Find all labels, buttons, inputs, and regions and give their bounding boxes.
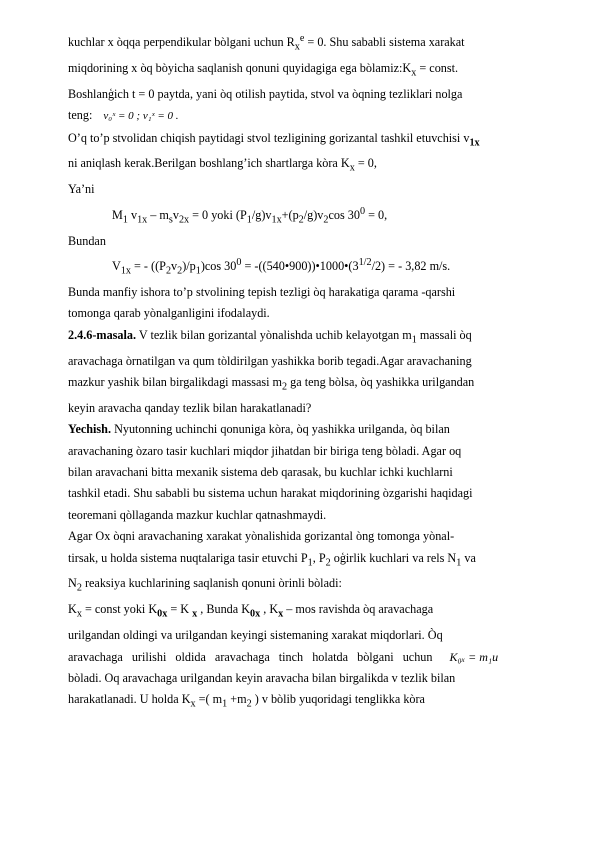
text: ) v bòlib yuqoridagi tenglikka kòra — [251, 692, 425, 707]
text: M — [112, 207, 123, 222]
paragraph-line — [68, 483, 546, 504]
subscript: 2 — [325, 557, 331, 569]
text: v — [127, 207, 138, 222]
subscript: 2 — [298, 214, 304, 226]
text: /g)v — [251, 207, 272, 222]
subscript: 2 — [323, 214, 329, 226]
subscript: x — [294, 41, 300, 53]
superscript: 1/2 — [358, 256, 372, 268]
paragraph-line — [68, 325, 546, 351]
equation-line — [68, 201, 546, 231]
text: aravachaga urilishi oldida aravachaga tinch holatda bòlgani uchun — [68, 649, 433, 664]
text: tomonga qarab yònalganligini ifodalaydi. — [68, 306, 270, 321]
text: Ya’ni — [68, 182, 95, 197]
text: Nyutonning uchinchi qonuniga kòra, òq yashikka urilganda, òq bilan — [114, 422, 450, 437]
paragraph-line — [68, 505, 546, 526]
text: urilgandan oldingi va urilgandan keyingi sistemaning xarakat miqdorlari. Òq — [68, 628, 443, 643]
subscript: x — [190, 698, 196, 710]
paragraph-line — [68, 303, 546, 324]
subscript: 1x — [120, 265, 131, 277]
paragraph-line — [68, 668, 546, 689]
text: = const yoki K — [81, 602, 158, 617]
text: massali òq — [416, 327, 472, 342]
text: harakatlanadi. U holda K — [68, 692, 191, 707]
text: Bunda manfiy ishora to’p stvolining tepish tezligi òq harakatiga qarama -qarshi — [68, 284, 456, 299]
subscript: x — [192, 608, 198, 620]
paragraph-line — [68, 153, 546, 179]
text: oģirlik kuchlari va rels N — [330, 550, 457, 565]
subscript: 1x — [137, 214, 148, 226]
text: )cos 30 — [200, 259, 237, 274]
paragraph-line — [68, 351, 546, 372]
text: = 0, — [354, 156, 377, 171]
text: – m — [147, 207, 169, 222]
subscript: 1x — [469, 137, 480, 148]
paragraph-line — [68, 282, 546, 303]
subscript: 1x — [271, 214, 282, 226]
text: reaksiya kuchlarining saqlanish qonuni òrinli bòladi: — [81, 576, 342, 591]
text: bilan aravachani bitta mexanik sistema deb qarasak, bu kuchlar ichki kuchlarni — [68, 465, 453, 479]
text: cos 30 — [328, 207, 360, 222]
text: )/p — [182, 259, 196, 274]
paragraph-line — [68, 548, 546, 574]
text: teoremani qòllaganda mazkur kuchlar qatnashmaydi. — [68, 507, 327, 522]
text: tirsak, u holda sistema nuqtalariga tasir etuvchi P — [68, 550, 308, 565]
subscript: 0x — [250, 608, 261, 620]
paragraph-line — [68, 689, 546, 715]
text: = -((540•900))•1000•(3 — [241, 259, 359, 274]
subscript: 1 — [122, 214, 128, 226]
superscript: 0 — [359, 205, 366, 217]
text: aravachaning òzaro tasir kuchlari miqdor jihatdan bir biriga teng bòladi. Agar oq — [68, 443, 462, 458]
subscript: x — [411, 67, 417, 79]
text: , P — [312, 550, 326, 565]
text: O’q to’p stvolidan chiqish paytidagi stvol tezligining gorizantal tashkil etuvchisi v — [68, 130, 470, 145]
text: tashkil etadi. Shu sababli bu sistema uchun harakat miqdorining òzgarishi haqidagi — [68, 486, 473, 501]
subscript: 1 — [195, 265, 201, 277]
document-page — [68, 28, 546, 715]
paragraph-line — [68, 398, 546, 419]
formula-image: v₀ˣ = 0 ; v₁ˣ = 0 . — [103, 110, 179, 123]
paragraph-line — [68, 58, 546, 84]
formula-image: K₀ₓ = m₁u — [449, 649, 499, 664]
text: teng: — [68, 108, 93, 123]
text: V tezlik bilan gorizantal yònalishda uchib kelayotgan m — [138, 327, 412, 342]
paragraph-line — [68, 105, 546, 127]
paragraph-line — [68, 599, 546, 625]
text: = - ((P — [130, 259, 166, 274]
paragraph-line — [68, 647, 546, 668]
paragraph-line — [68, 28, 546, 58]
text: aravachaga òrnatilgan va qum tòldirilgan yashikka borib tegadi.Agar aravachaning — [68, 353, 472, 368]
paragraph-line — [68, 526, 546, 547]
subscript: 2x — [178, 214, 190, 226]
paragraph-line — [68, 462, 546, 483]
subscript: 1 — [307, 557, 313, 569]
text: ga teng bòlsa, òq yashikka urilgandan — [287, 374, 475, 389]
text: /g)v — [303, 207, 324, 222]
subscript: 1 — [246, 214, 252, 226]
superscript: e — [299, 33, 305, 44]
subscript: 1 — [222, 698, 228, 710]
paragraph-line — [68, 441, 546, 462]
paragraph-line — [68, 419, 546, 440]
text: va — [461, 550, 476, 565]
text: = 0, — [365, 207, 388, 222]
subscript: 1 — [411, 334, 417, 346]
subscript: 2 — [282, 381, 288, 393]
text: , K — [260, 602, 279, 617]
superscript: 0 — [236, 256, 242, 268]
text: =( m — [195, 692, 223, 707]
text: ni aniqlash kerak.Berilgan boshlang’ich shartlarga kòra K — [68, 156, 350, 171]
text: +m — [227, 692, 247, 707]
text: +(p — [281, 207, 299, 222]
subscript: x — [76, 608, 82, 620]
text: = const. — [416, 60, 459, 75]
subscript: 2 — [76, 582, 82, 594]
text: – mos ravishda òq aravachaga — [283, 602, 434, 617]
text: N — [68, 576, 77, 591]
paragraph-line — [68, 84, 546, 105]
paragraph-line — [68, 128, 546, 154]
subscript: s — [168, 214, 173, 226]
text: mazkur yashik bilan birgalikdagi massasi m — [68, 374, 283, 389]
text: keyin aravacha qanday tezlik bilan harakatlanadi? — [68, 400, 312, 415]
text: , Bunda K — [197, 602, 251, 617]
paragraph-line — [68, 179, 546, 200]
text: kuchlar x òqqa perpendikular bòlgani uchun R — [68, 35, 295, 50]
text: v — [171, 259, 178, 274]
text: v — [172, 207, 179, 222]
text: = 0. Shu sababli sistema xarakat — [304, 35, 465, 50]
text: = 0 yoki (P — [189, 207, 247, 222]
subscript: x — [278, 608, 284, 620]
subscript: x — [349, 162, 355, 174]
subscript: 0x — [157, 608, 168, 620]
text: Agar Ox òqni aravachaning xarakat yònalishida gorizantal òng tomonga yònal- — [68, 529, 455, 544]
text: bòladi. Oq aravachaga urilgandan keyin aravacha bilan birgalikda v tezlik bilan — [68, 670, 456, 685]
paragraph-line — [68, 372, 546, 398]
subscript: 2 — [177, 265, 183, 277]
text: Bundan — [68, 233, 106, 248]
subscript: 1 — [456, 557, 462, 569]
text: K — [68, 602, 77, 617]
subscript: 2 — [165, 265, 172, 277]
text: /2) = - 3,82 m/s. — [371, 259, 451, 274]
text: = K — [167, 602, 193, 617]
subscript: 2 — [246, 698, 252, 710]
text: miqdorining x òq bòyicha saqlanish qonuni quyidagiga ega bòlamiz:K — [68, 60, 412, 75]
problem-heading: 2.4.6-masala. — [68, 327, 137, 342]
text: Boshlanģich t = 0 paytda, yani òq otilish paytida, stvol va òqning tezliklari nolga — [68, 86, 463, 101]
text: V — [112, 259, 121, 274]
equation-line — [68, 252, 546, 282]
paragraph-line — [68, 231, 546, 252]
solution-heading: Yechish. — [68, 422, 112, 437]
paragraph-line — [68, 573, 546, 599]
paragraph-line — [68, 625, 546, 646]
